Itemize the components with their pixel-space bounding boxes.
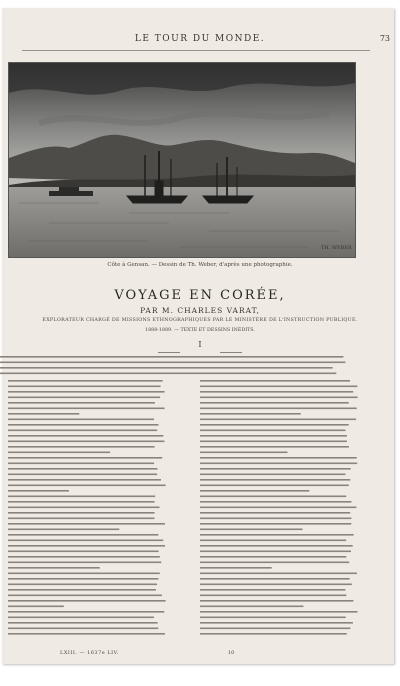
text-line [8, 419, 154, 421]
text-line [200, 391, 353, 393]
text-line [8, 507, 160, 509]
text-line [8, 628, 158, 630]
text-line [8, 523, 165, 525]
left-column-text-lines [8, 380, 168, 642]
text-line [8, 446, 155, 448]
text-line [200, 617, 346, 619]
text-line [200, 589, 345, 591]
article-dates: 1888-1889. — TEXTE ET DESSINS INÉDITS. [145, 328, 255, 333]
text-line [8, 534, 158, 536]
text-line [8, 562, 161, 564]
text-line [8, 457, 162, 459]
text-line [8, 424, 159, 426]
text-line [200, 496, 346, 498]
text-line [200, 457, 357, 459]
text-line [8, 551, 159, 553]
text-line [8, 479, 161, 481]
text-line [200, 430, 346, 432]
chapter-rule-left [158, 352, 180, 353]
text-line [200, 573, 357, 575]
article-byline: PAR M. CHARLES VARAT, [140, 306, 260, 315]
running-head: LE TOUR DU MONDE. [134, 34, 266, 44]
text-line [8, 556, 160, 558]
text-line [200, 413, 301, 415]
text-line [200, 567, 272, 569]
text-line [200, 419, 356, 421]
text-line [8, 584, 157, 586]
text-line [200, 490, 309, 492]
text-line [8, 606, 64, 608]
right-column-text-lines [200, 380, 360, 642]
text-line [8, 485, 166, 487]
text-line [8, 622, 158, 624]
text-line [200, 518, 351, 520]
text-line [8, 452, 110, 454]
text-line [8, 633, 165, 635]
text-line [0, 362, 345, 364]
text-line [8, 490, 69, 492]
footer-signature: 10 [228, 650, 235, 656]
engraving-coastal-view [9, 63, 355, 257]
summary-text-lines [0, 356, 360, 378]
text-line [200, 501, 352, 503]
text-line [8, 496, 155, 498]
text-line [8, 595, 162, 597]
text-line [200, 584, 352, 586]
illustration [8, 62, 356, 258]
text-line [8, 545, 165, 547]
text-line [8, 540, 163, 542]
text-line [200, 529, 303, 531]
text-line [200, 578, 350, 580]
text-line [200, 397, 358, 399]
footer-volume: LXIII. — 1637e LIV. [60, 650, 119, 656]
illustration-caption: Côte à Gensan. — Dessin de Th. Weber, d'après une photographie. [107, 262, 293, 268]
text-line [8, 600, 166, 602]
text-line [200, 507, 356, 509]
text-column-left [8, 380, 168, 642]
text-line [200, 540, 346, 542]
text-line [8, 391, 165, 393]
chapter-number: I [198, 340, 202, 349]
text-line [8, 430, 157, 432]
text-line [200, 463, 357, 465]
text-line [8, 501, 155, 503]
text-line [200, 402, 349, 404]
text-line [0, 367, 333, 369]
text-line [200, 512, 350, 514]
text-line [200, 386, 357, 388]
page-number: 73 [379, 34, 390, 43]
text-line [8, 397, 160, 399]
text-line [0, 356, 343, 358]
text-line [200, 479, 350, 481]
text-line [200, 556, 346, 558]
text-line [8, 413, 79, 415]
text-line [8, 474, 157, 476]
text-line [200, 628, 350, 630]
article-title: VOYAGE EN CORÉE, [114, 288, 286, 303]
text-line [200, 606, 303, 608]
text-line [200, 485, 349, 487]
text-line [200, 441, 347, 443]
header-rule [22, 50, 370, 51]
text-line [200, 424, 349, 426]
text-line [8, 617, 154, 619]
text-line [200, 611, 358, 613]
text-line [8, 589, 156, 591]
text-line [200, 523, 351, 525]
text-line [8, 512, 155, 514]
text-line [200, 446, 349, 448]
text-line [200, 408, 357, 410]
text-line [8, 611, 164, 613]
text-line [200, 468, 351, 470]
text-line [8, 386, 161, 388]
text-line [8, 578, 158, 580]
text-line [200, 595, 346, 597]
artist-signature: TH. WEBER [321, 245, 352, 251]
text-line [200, 474, 345, 476]
chapter-rule-right [220, 352, 242, 353]
text-line [0, 373, 336, 375]
chapter-summary [0, 356, 360, 378]
text-line [8, 435, 163, 437]
text-line [8, 380, 163, 382]
text-line [8, 567, 100, 569]
article-subhead: EXPLORATEUR CHARGÉ DE MISSIONS ETHNOGRAPHIQUES PAR LE MINISTÈRE DE L'INSTRUCTION PUBLIQUE. [42, 318, 358, 323]
text-line [8, 468, 158, 470]
text-line [200, 600, 353, 602]
text-line [200, 534, 354, 536]
text-line [200, 551, 351, 553]
text-line [200, 633, 347, 635]
text-line [200, 452, 288, 454]
text-line [200, 545, 353, 547]
text-line [8, 408, 165, 410]
text-line [8, 573, 160, 575]
text-line [200, 435, 347, 437]
text-line [8, 402, 155, 404]
text-line [8, 441, 164, 443]
text-line [200, 562, 349, 564]
text-line [8, 518, 155, 520]
text-line [200, 380, 350, 382]
text-line [200, 622, 353, 624]
text-line [8, 463, 154, 465]
text-column-right [200, 380, 360, 642]
text-line [8, 529, 119, 531]
